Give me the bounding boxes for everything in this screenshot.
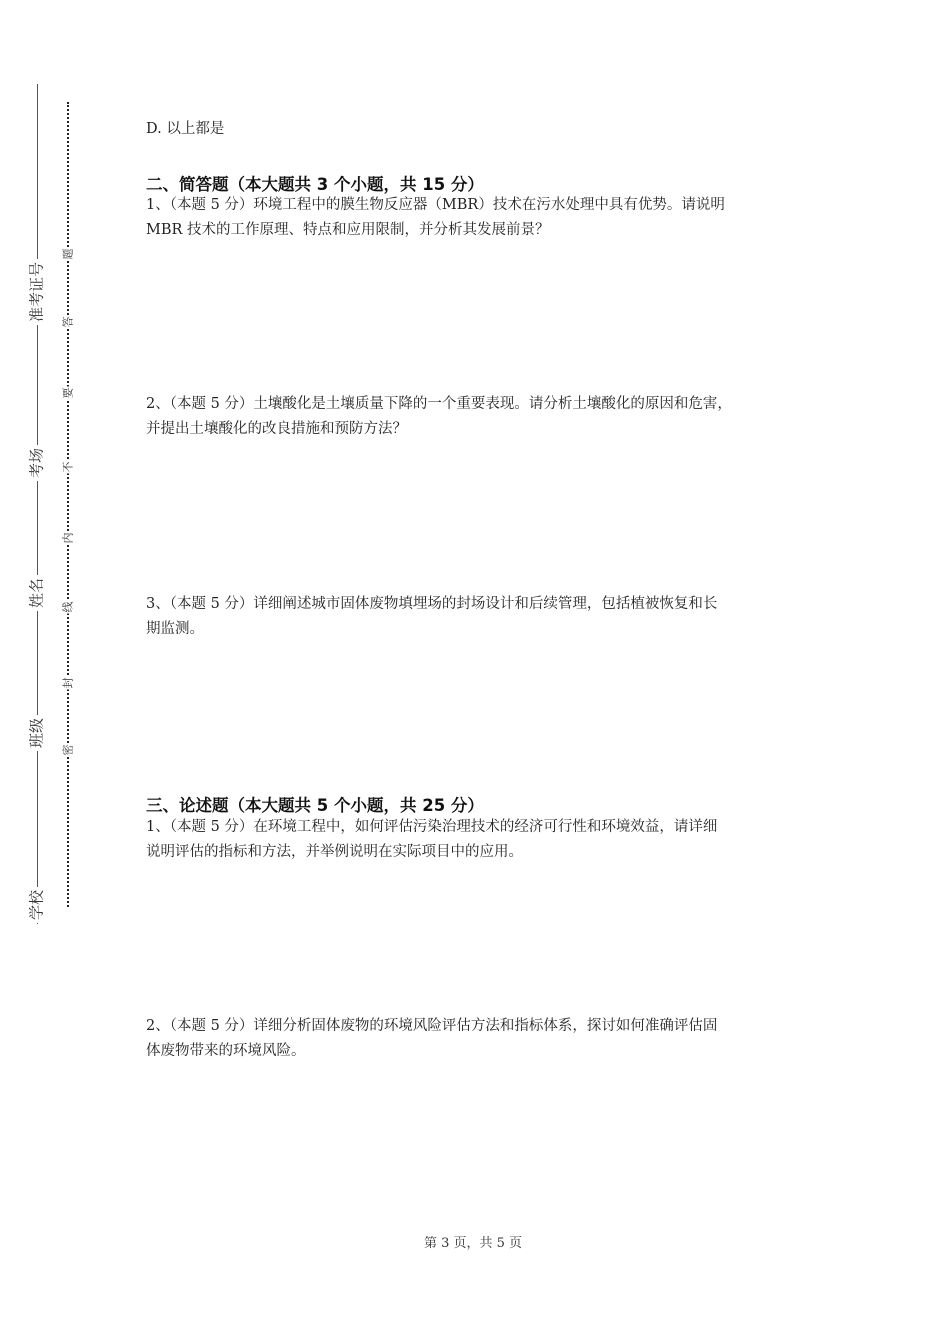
seal-char: 题: [61, 248, 75, 260]
name-label: 姓名: [30, 575, 45, 611]
exam-room-label: 考场: [30, 445, 45, 481]
question-line: 体废物带来的环境风险。: [146, 1043, 306, 1059]
question-line: 3、（本题 5 分）详细阐述城市固体废物填埋场的封场设计和后续管理，包括植被恢复和长: [146, 596, 718, 612]
question-line: MBR 技术的工作原理、特点和应用限制，并分析其发展前景？: [146, 222, 550, 238]
question-line: 并提出土壤酸化的改良措施和预防方法？: [146, 421, 407, 437]
seal-char: 答: [61, 316, 75, 328]
binding-solid-line: [37, 84, 38, 924]
question-line: 说明评估的指标和方法，并举例说明在实际项目中的应用。: [146, 844, 523, 860]
exam-id-label: 准考证号: [30, 259, 45, 325]
seal-char: 不: [61, 461, 75, 473]
section-essay-heading: 三、论述题（本大题共 5 个小题，共 25 分）: [146, 796, 484, 815]
seal-char: 要: [61, 387, 75, 399]
class-label: 班级: [30, 715, 45, 751]
carryover-option-d: D. 以上都是: [146, 121, 225, 137]
page-number-footer: 第 3 页，共 5 页: [423, 1236, 523, 1251]
seal-char: 线: [61, 601, 75, 613]
seal-char: 内: [61, 532, 75, 544]
seal-dotted-line: [67, 102, 69, 907]
question-line: 1、（本题 5 分）在环境工程中，如何评估污染治理技术的经济可行性和环境效益，请详细: [146, 819, 718, 835]
seal-char: 密: [61, 744, 75, 756]
binding-margin: [0, 0, 100, 1344]
section-short-answer-heading: 二、简答题（本大题共 3 个小题，共 15 分）: [146, 175, 484, 194]
question-line: 2、（本题 5 分）详细分析固体废物的环境风险评估方法和指标体系，探讨如何准确评估固: [146, 1018, 718, 1034]
question-line: 1、（本题 5 分）环境工程中的膜生物反应器（MBR）技术在污水处理中具有优势。请说明: [146, 197, 725, 213]
school-label: 学校: [30, 887, 45, 923]
question-line: 期监测。: [146, 621, 204, 637]
question-line: 2、（本题 5 分）土壤酸化是土壤质量下降的一个重要表现。请分析土壤酸化的原因和危害，: [146, 396, 732, 412]
seal-char: 封: [61, 677, 75, 689]
